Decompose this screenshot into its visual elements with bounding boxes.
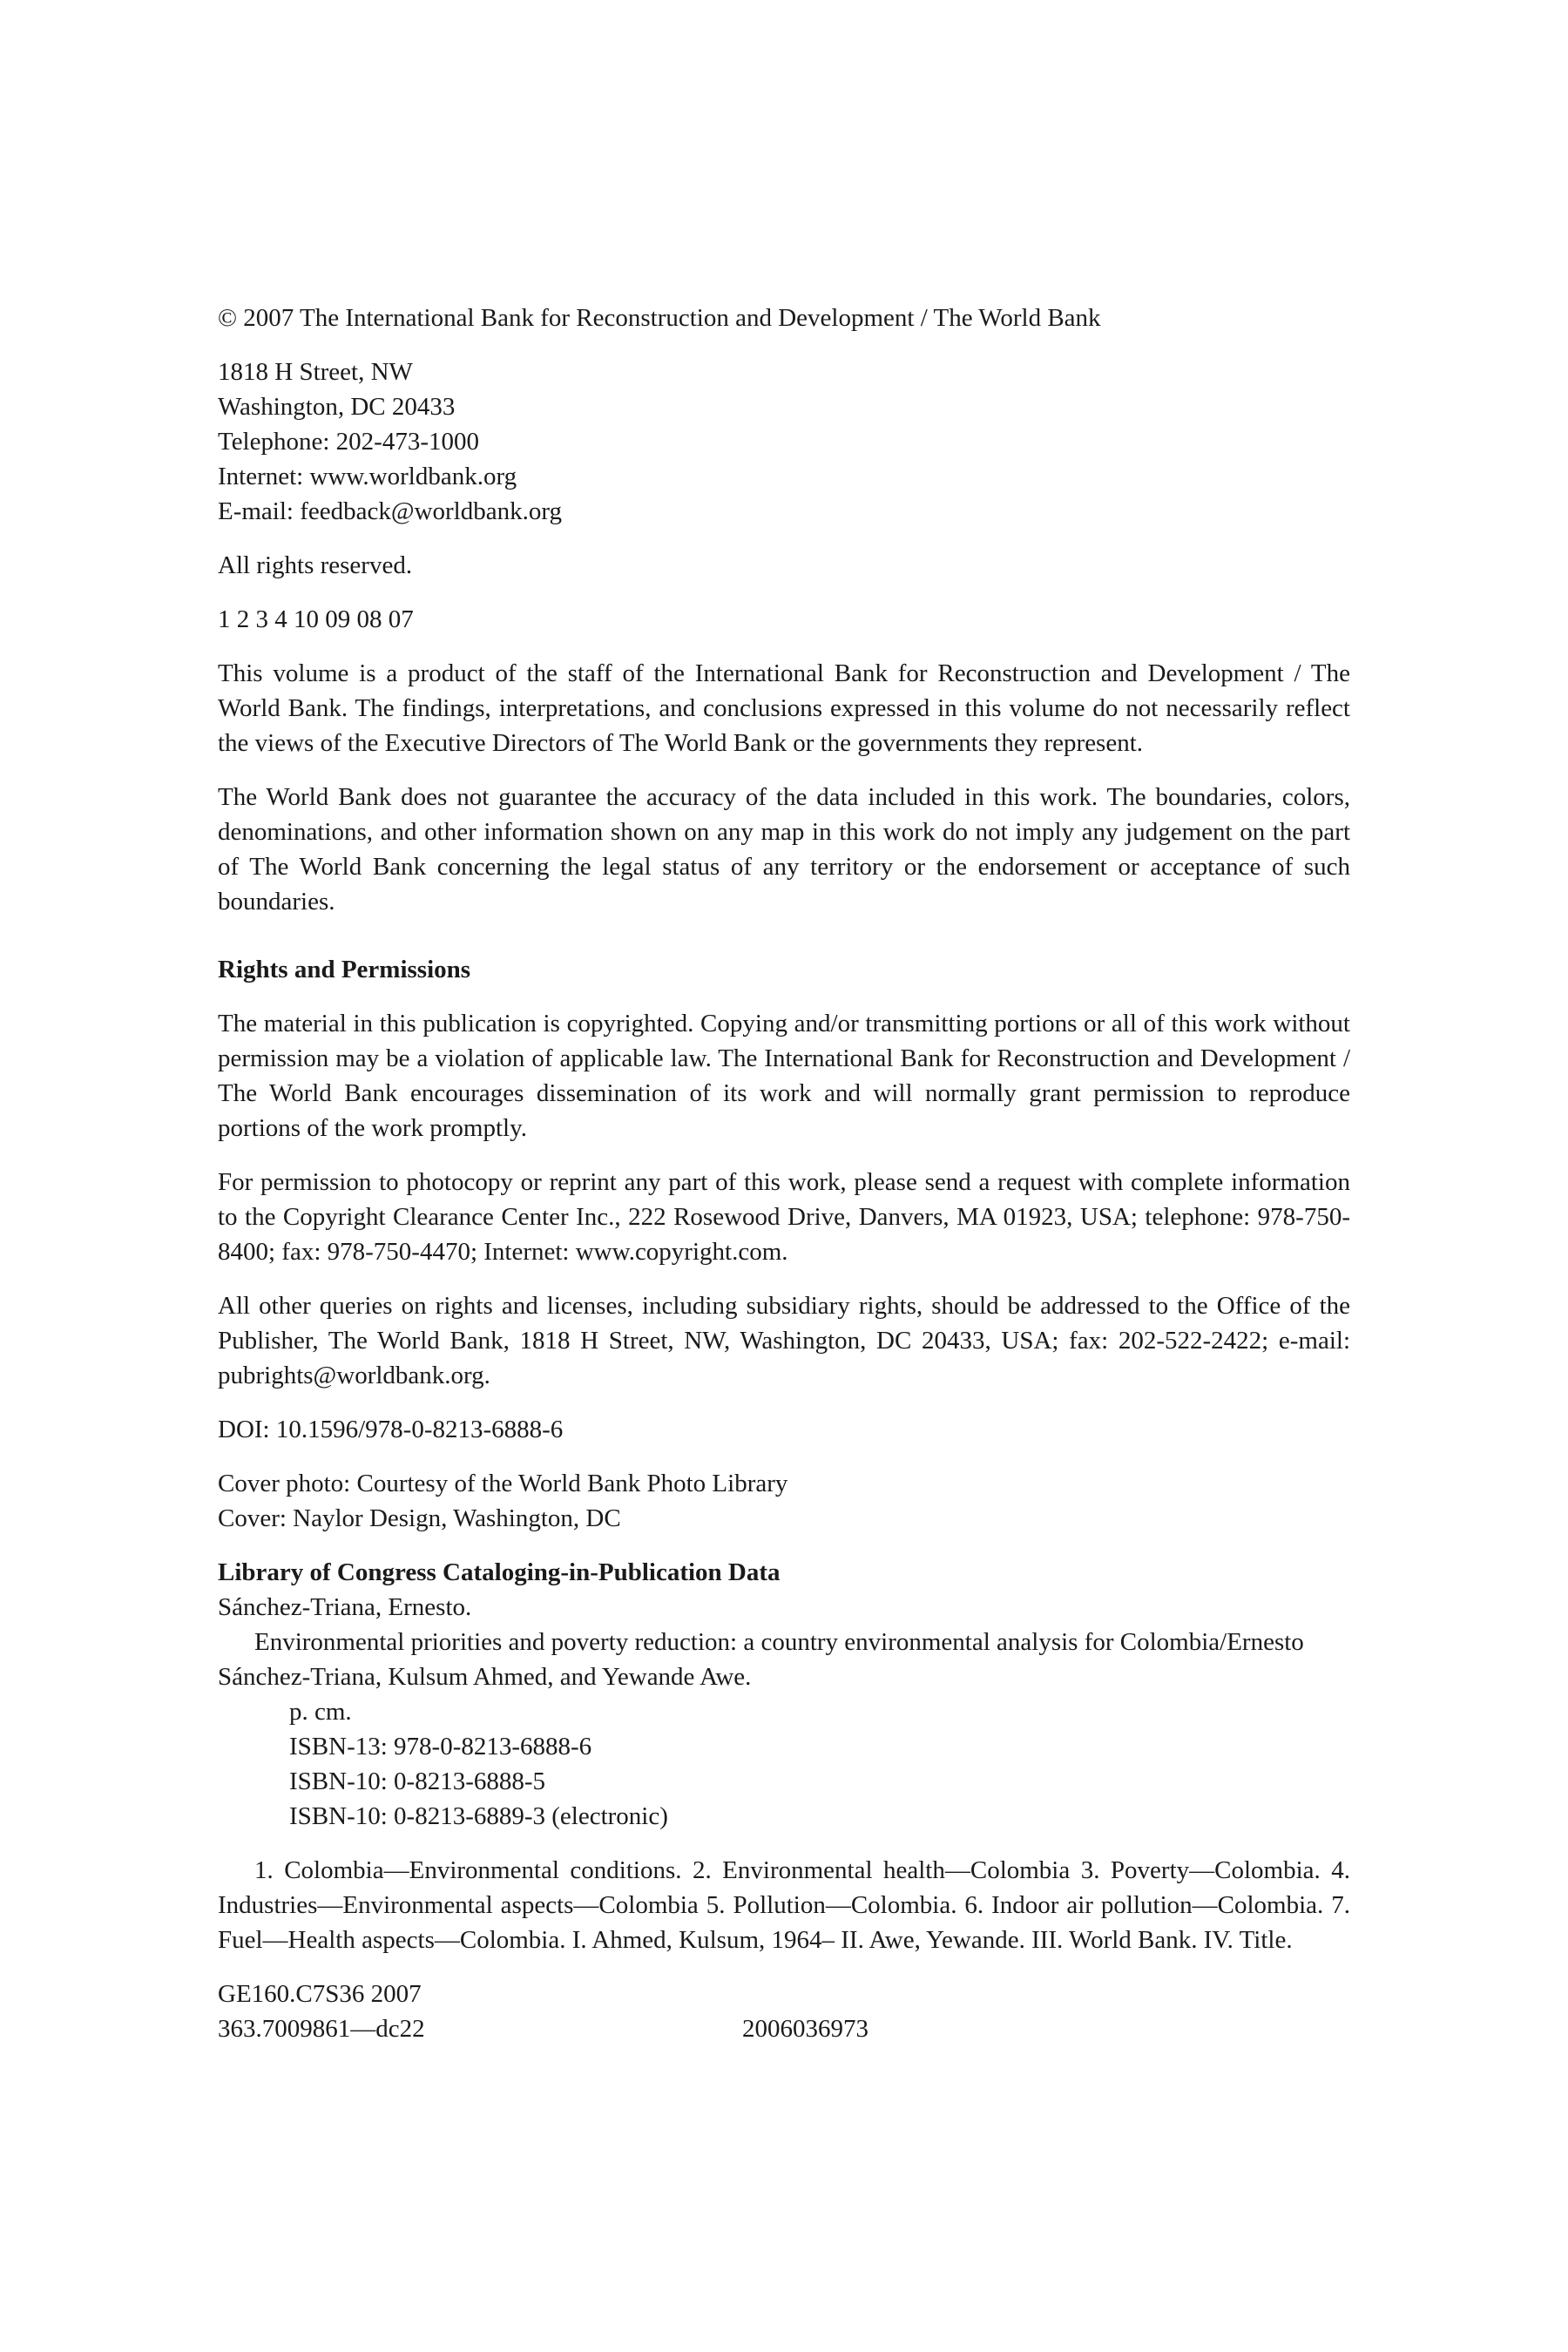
cover-credits: [218, 1466, 1350, 1536]
address-email: E-mail: feedback@worldbank.org: [218, 497, 562, 525]
cover-photo-credit: Cover photo: Courtesy of the World Bank Photo Library: [218, 1470, 788, 1497]
cip-heading: Library of Congress Cataloging-in-Publication Data: [218, 1558, 781, 1586]
doi-line: DOI: 10.1596/978-0-8213-6888-6: [218, 1416, 564, 1443]
address-block: [218, 355, 1350, 529]
cip-author: Sánchez-Triana, Ernesto.: [218, 1593, 472, 1621]
page-content: [218, 301, 1350, 2046]
disclaimer-paragraph-1: This volume is a product of the staff of the International Bank for Reconstruction and Development / The World Bank. The findings, interpretations, and conclusions expressed in this volume do not necessarily reflect the views of the Executive Directors of The World Bank or the governments they represent.: [218, 659, 1350, 757]
cip-title: Environmental priorities and poverty reduction: a country environmental analysis for Colombia/Ernesto Sánchez-Triana, Kulsum Ahmed, and Yewande Awe.: [218, 1628, 1304, 1691]
cip-subjects: 1. Colombia—Environmental conditions. 2. Environmental health—Colombia 3. Poverty—Colombia. 4. Industries—Environmental aspects—Colombia 5. Pollution—Colombia. 6. Indoor air pollution—Colombia. 7. Fuel—Health aspects—Colombia. I. Ahmed, Kulsum, 1964– II. Awe, Yewande. III. World Bank. IV. Title.: [218, 1856, 1350, 1954]
rights-paragraph-2: For permission to photocopy or reprint any part of this work, please send a request with complete information to the Copyright Clearance Center Inc., 222 Rosewood Drive, Danvers, MA 01923, USA; telephone: 978-750-8400; fax: 978-750-4470; Internet: www.copyright.com.: [218, 1168, 1350, 1266]
lccn-number: 2006036973: [742, 2015, 868, 2043]
cover-design-credit: Cover: Naylor Design, Washington, DC: [218, 1504, 621, 1532]
dewey-lccn-row: [218, 2011, 1350, 2046]
disclaimer-paragraph-2: The World Bank does not guarantee the accuracy of the data included in this work. The boundaries, colors, denominations, and other information shown on any map in this work do not imply any judgement on the part of The World Bank concerning the legal status of any territory or the endorsement or acceptance of such boundaries.: [218, 783, 1350, 916]
address-city: Washington, DC 20433: [218, 393, 456, 421]
rights-paragraph-3: All other queries on rights and licenses, including subsidiary rights, should be addressed to the Office of the Publisher, The World Bank, 1818 H Street, NW, Washington, DC 20433, USA; fax: 202-522-2422; e-mail: pubrights@worldbank.org.: [218, 1292, 1350, 1389]
copyright-line: © 2007 The International Bank for Reconstruction and Development / The World Bank: [218, 304, 1101, 332]
cip-call-numbers: [218, 1977, 1350, 2046]
address-street: 1818 H Street, NW: [218, 358, 413, 386]
address-telephone: Telephone: 202-473-1000: [218, 428, 479, 456]
lc-call-number: GE160.C7S36 2007: [218, 1980, 422, 2008]
rights-heading: Rights and Permissions: [218, 956, 471, 983]
cip-isbn-10: ISBN-10: 0-8213-6888-5: [289, 1767, 546, 1795]
rights-paragraph-1: The material in this publication is copyrighted. Copying and/or transmitting portions or all of this work without permission may be a violation of applicable law. The International Bank for Reconstruction and Development / The World Bank encourages dissemination of its work and will normally grant permission to reproduce portions of the work promptly.: [218, 1010, 1350, 1142]
dewey-number: 363.7009861—dc22: [218, 2015, 425, 2043]
cip-isbn-13: ISBN-13: 978-0-8213-6888-6: [289, 1733, 592, 1761]
printing-line: 1 2 3 4 10 09 08 07: [218, 605, 414, 633]
address-internet: Internet: www.worldbank.org: [218, 463, 517, 490]
rights-reserved: All rights reserved.: [218, 551, 413, 579]
cip-isbn-10-electronic: ISBN-10: 0-8213-6889-3 (electronic): [289, 1802, 668, 1830]
cip-data-block: [218, 1555, 1350, 1834]
cip-pages: p. cm.: [289, 1698, 352, 1726]
